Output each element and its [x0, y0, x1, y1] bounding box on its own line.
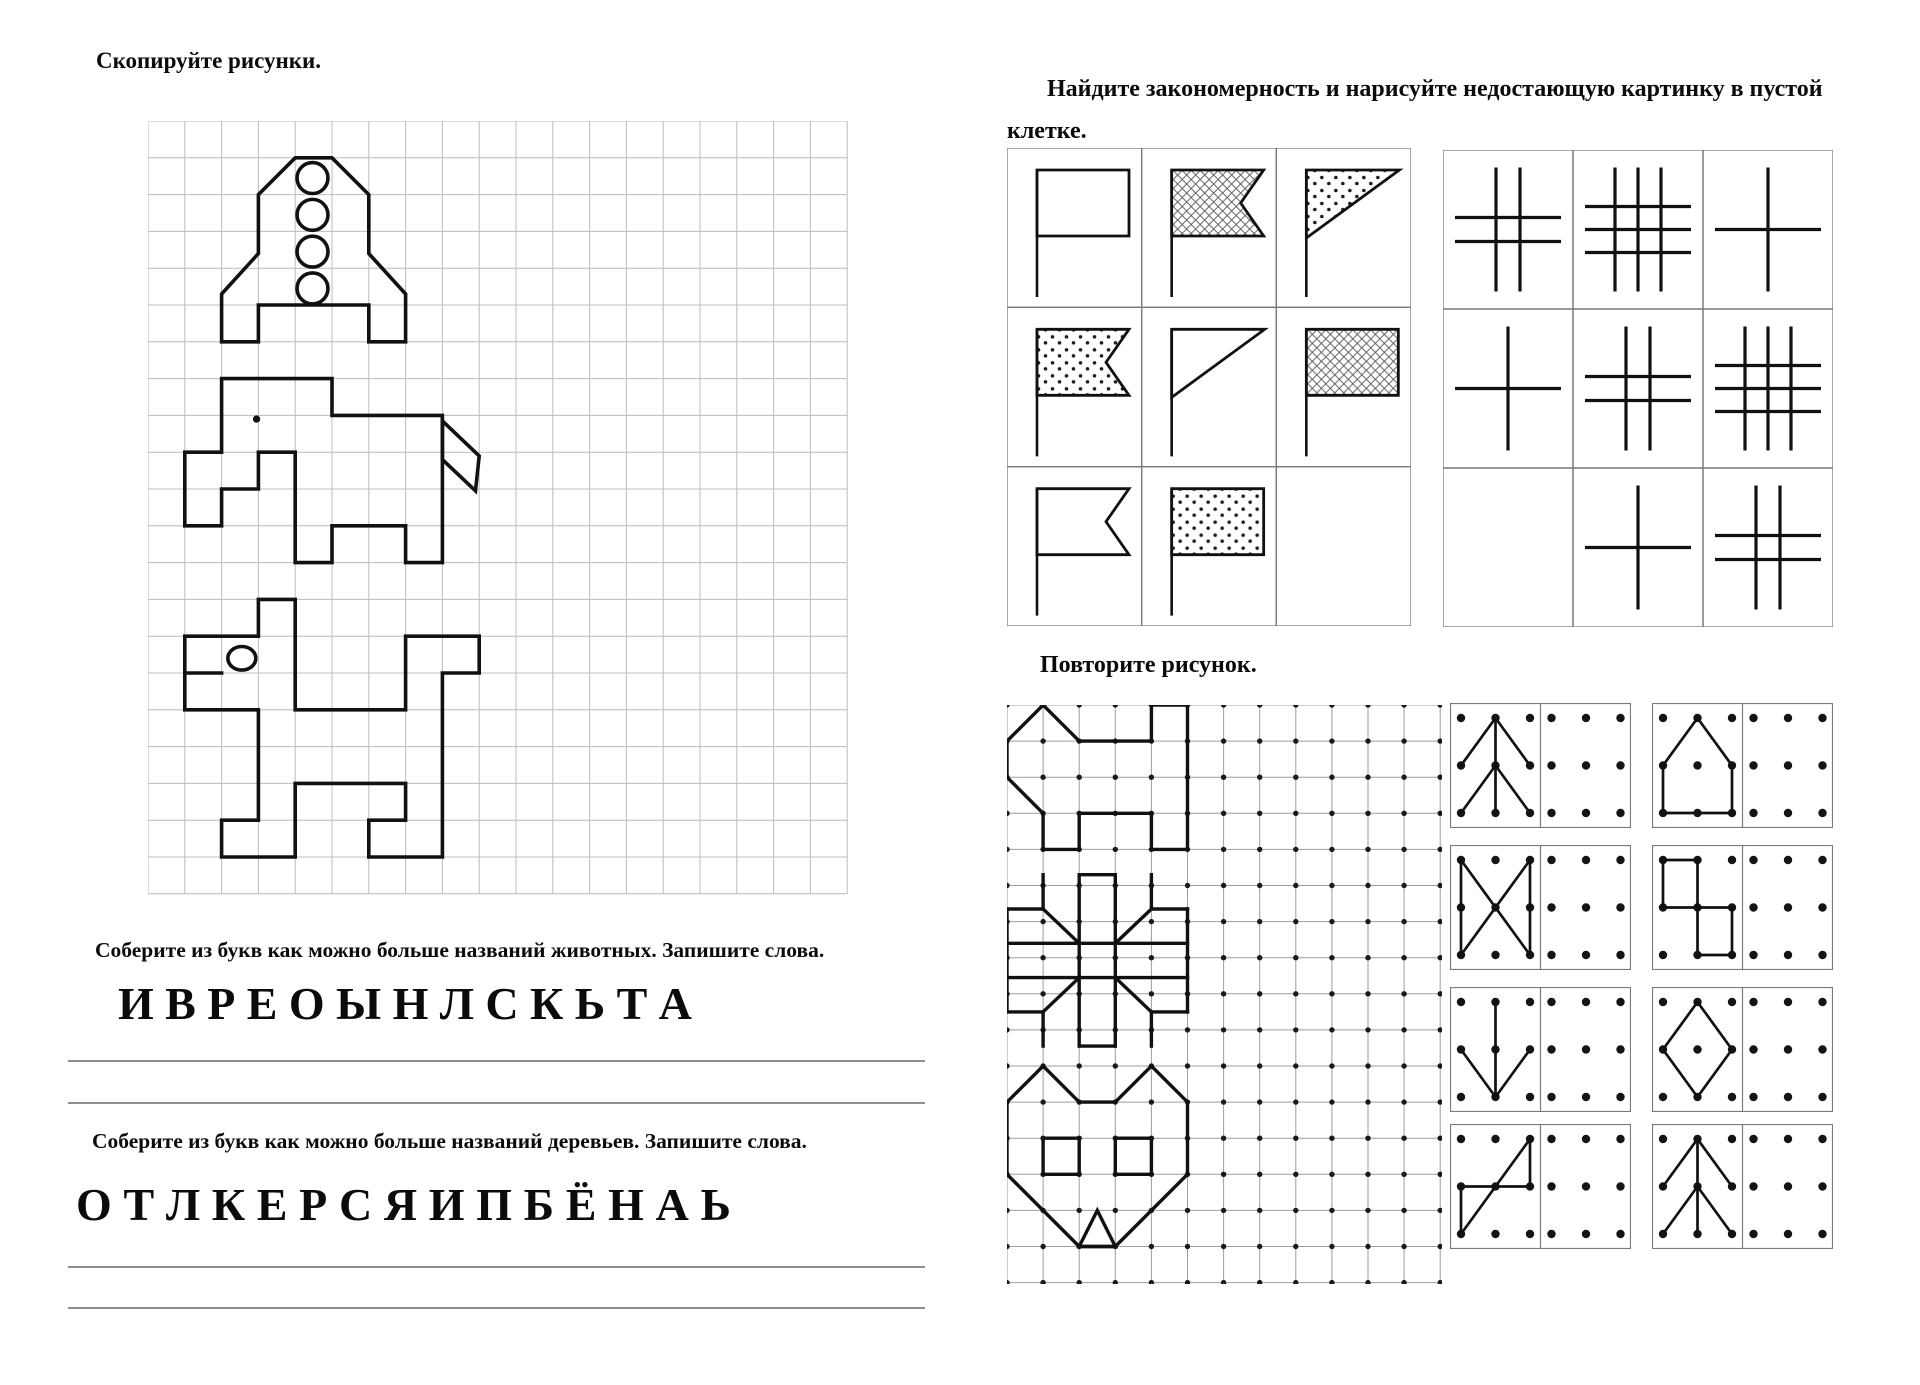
letter: И — [428, 1179, 465, 1230]
flag-rect — [1037, 170, 1129, 297]
flag-triangle — [1172, 329, 1265, 456]
flag-triangle — [1306, 170, 1399, 297]
animals-letters-row — [118, 978, 692, 1029]
letter: Ы — [336, 978, 382, 1029]
dot-pair-tree_up — [1652, 1124, 1833, 1249]
cross-figure-cross — [1715, 168, 1821, 292]
letter: К — [530, 978, 564, 1029]
repeat-task-title: Повторите рисунок. — [1040, 652, 1257, 678]
flags-pattern-grid — [1007, 148, 1411, 626]
letter: О — [76, 1179, 112, 1230]
letter: Т — [123, 1179, 155, 1230]
dot-pair-bowtie — [1450, 845, 1631, 970]
flag-rect — [1172, 489, 1264, 616]
dot-pair-arrow_down — [1450, 987, 1631, 1112]
letter: С — [485, 978, 519, 1029]
letter: Е — [256, 1179, 288, 1230]
cross-figure-grid2 — [1715, 486, 1821, 610]
dot-grid-figures — [1007, 705, 1188, 1247]
trees-letters-row — [76, 1179, 731, 1230]
pattern-task-title-line2: клетке. — [1007, 118, 1087, 144]
copy-grid — [148, 121, 848, 895]
letter: А — [655, 1179, 689, 1230]
crosses-pattern-grid — [1443, 150, 1833, 627]
animals-task-title: Соберите из букв как можно больше названий животных. Запишите слова. — [95, 938, 825, 962]
writing-line — [68, 1307, 925, 1309]
copy-task-title: Скопируйте рисунки. — [96, 48, 322, 73]
letter: С — [338, 1179, 373, 1230]
dot-pair-lightning — [1450, 1124, 1631, 1249]
writing-line — [68, 1060, 925, 1062]
letter: А — [658, 978, 692, 1029]
letter: Е — [246, 978, 278, 1029]
dot-pair-tree_up — [1450, 703, 1631, 828]
dot-pair-diamond — [1652, 987, 1833, 1112]
letter: В — [165, 978, 196, 1029]
letter: Р — [299, 1179, 328, 1230]
flag-swallowtail — [1172, 170, 1264, 297]
cross-figure-grid2 — [1455, 168, 1561, 292]
letter: Ь — [700, 1179, 731, 1230]
letter: Т — [616, 978, 648, 1029]
letter: О — [288, 978, 325, 1029]
pattern-task-title-line1: Найдите закономерность и нарисуйте недостающую картинку в пустой — [1047, 76, 1823, 102]
letter: Н — [392, 978, 429, 1029]
dot-pair-two_squares — [1652, 845, 1833, 970]
flag-swallowtail — [1037, 329, 1129, 456]
letter: Б — [523, 1179, 555, 1230]
letter: Ё — [565, 1179, 597, 1230]
cross-figure-cross — [1585, 486, 1691, 610]
cross-figure-grid3 — [1715, 327, 1821, 451]
cross-figure-grid3 — [1585, 168, 1691, 292]
letter: Р — [207, 978, 236, 1029]
letter: П — [476, 1179, 512, 1230]
dot-copy-grid — [1007, 705, 1442, 1284]
dot-pair-house — [1652, 703, 1833, 828]
flag-rect — [1306, 329, 1398, 456]
flag-swallowtail — [1037, 489, 1129, 616]
letter: Н — [608, 1179, 644, 1230]
writing-line — [68, 1266, 925, 1268]
letter: И — [118, 978, 154, 1029]
cross-figure-grid2 — [1585, 327, 1691, 451]
trees-task-title: Соберите из букв как можно больше названий деревьев. Запишите слова. — [92, 1129, 807, 1153]
cross-figure-cross — [1455, 327, 1561, 451]
letter: К — [211, 1179, 246, 1230]
letter: Л — [165, 1179, 201, 1230]
letter: Я — [383, 1179, 418, 1230]
letter: Ь — [574, 978, 606, 1029]
letter: Л — [439, 978, 475, 1029]
writing-line — [68, 1102, 925, 1104]
